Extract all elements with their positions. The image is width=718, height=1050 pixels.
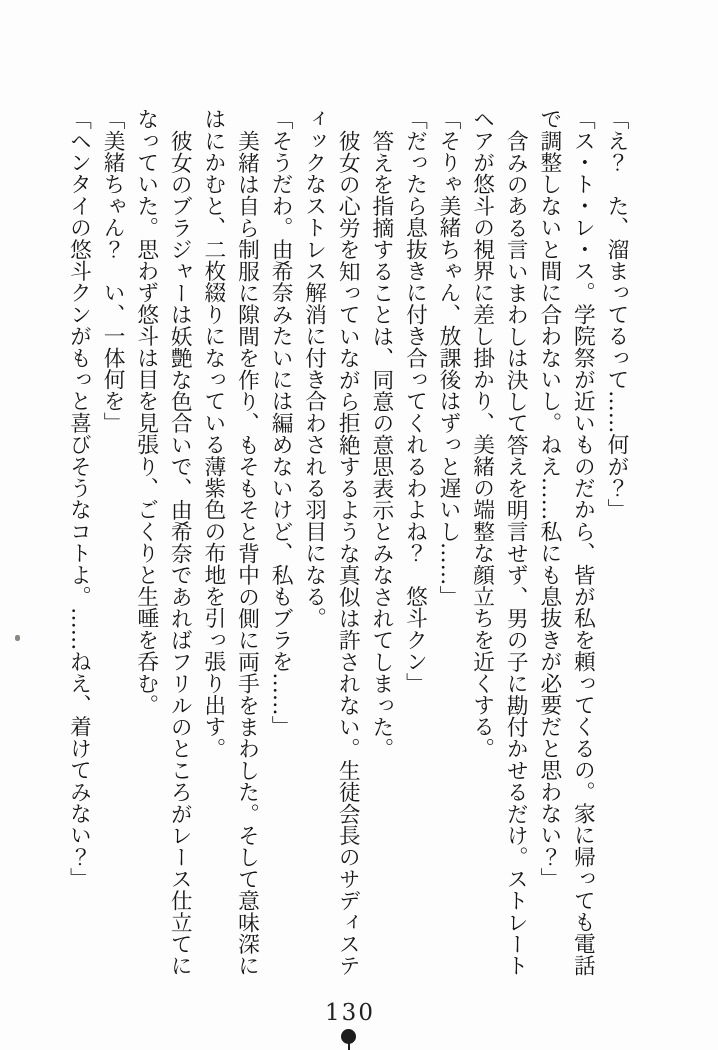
page-number: 130 — [325, 1000, 375, 1026]
paragraph: 「え？ た、溜まってるって……何が？」 — [604, 108, 629, 521]
paragraph: 「だったら息抜きに付き合ってくれるわよね？ 悠斗クン」 — [402, 108, 428, 694]
paragraph: 「ヘンタイの悠斗クンがもっと喜びそうなコトよ。……ねえ、着けてみない？」 — [66, 108, 92, 890]
paragraph: 彼女のブラジャーは妖艶な色合いで、由希奈であればフリルのところがレース仕立てになっていた。思わず悠斗は目を見張り、ごくりと生唾を呑む。 — [133, 108, 193, 976]
paragraph: 含みのある言いまわしは決して答えを明言せず、男の子に勘付かせるだけ。ストレートヘアが悠斗の視界に差し掛かり、美緒の端整な顔立ちを近くする。 — [469, 108, 529, 976]
folio-dot-mark — [341, 1029, 356, 1044]
paragraph: 彼女の心労を知っていながら拒絶するような真似は許されない。生徒会長のサディスティックなストレス解消に付き合わされる羽目になる。 — [301, 108, 361, 976]
paragraph: 「美緒ちゃん？ い、一体何を」 — [100, 108, 126, 434]
paragraph: 美緒は自ら制服に隙間を作り、もそもそと背中の側に両手をまわした。そして意味深にはにかむと、二枚綴りになっている薄紫色の布地を引っ張り出す。 — [200, 108, 260, 976]
paragraph: 「そりゃ美緒ちゃん、放課後はずっと遅いし……」 — [436, 108, 462, 608]
text-block — [61, 108, 633, 976]
paragraph: 「ス・ト・レ・ス。学院祭が近いものだから、皆が私を頼ってくるの。家に帰っても電話で調整しないと間に合わないし。ねえ……私にも息抜きが必要だと思わない？」 — [536, 108, 596, 976]
paragraph: 答えを指摘することは、同意の意思表示とみなされてしまった。 — [368, 129, 394, 759]
paragraph: 「そうだわ。由希奈みたいには編めないけど、私もブラを……」 — [268, 108, 294, 738]
scan-speck — [15, 635, 20, 641]
